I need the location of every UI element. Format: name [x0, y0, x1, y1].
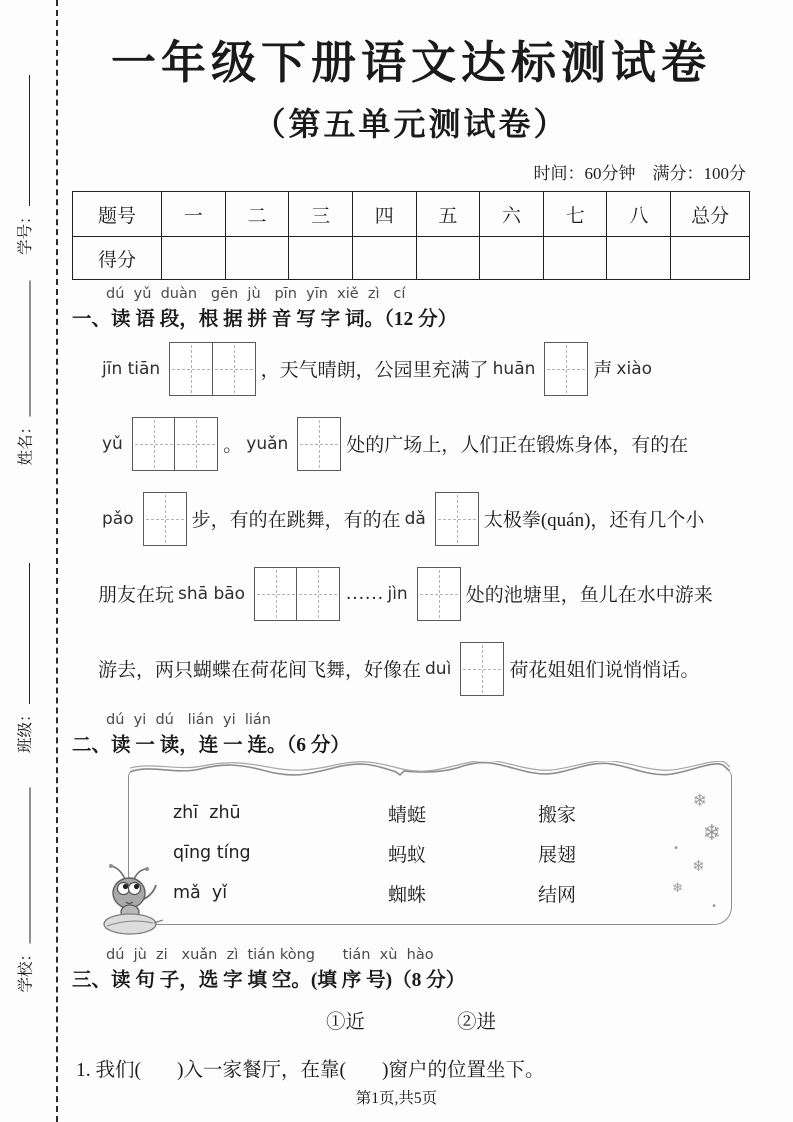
score-cell[interactable]	[289, 237, 353, 280]
pinyin-prompt: jīn tiān	[102, 358, 161, 379]
score-cell[interactable]	[480, 237, 544, 280]
match-word[interactable]: 蜘蛛	[388, 884, 427, 906]
class-label: 班级：	[17, 706, 34, 753]
school-field	[14, 788, 38, 993]
writing-box-1cell[interactable]	[143, 492, 187, 546]
passage-text: 处的池塘里，鱼儿在水中游来	[465, 585, 713, 606]
option-2: ②进	[457, 1012, 497, 1033]
score-col-5: 五	[416, 192, 480, 237]
passage-text: 荷花姐姐们说悄悄话。	[509, 660, 700, 681]
score-table	[72, 191, 750, 280]
passage-text: 声	[593, 360, 613, 381]
passage-text: 游去，两只蝴蝶在荷花间飞舞，好像在	[98, 660, 422, 681]
writing-cell	[174, 417, 218, 471]
paper-title: 一年级下册语文达标测试卷	[110, 38, 711, 88]
question-text: )入一家餐厅，在靠(	[177, 1060, 346, 1081]
class-field	[13, 563, 37, 753]
score-col-6: 六	[480, 192, 544, 237]
writing-box-2cell[interactable]	[132, 417, 218, 471]
match-pinyin[interactable]: qīng tíng	[173, 843, 251, 863]
pinyin-prompt: huān	[492, 358, 536, 379]
score-cell[interactable]	[416, 237, 480, 280]
passage-line-1	[98, 331, 750, 406]
score-table-corner: 题号	[73, 192, 162, 237]
writing-cell	[296, 567, 340, 621]
section1-passage	[72, 331, 750, 706]
match-word[interactable]: 蚂蚁	[388, 844, 427, 866]
school-label: 学校：	[17, 945, 35, 993]
writing-cell	[460, 642, 504, 696]
passage-text: 太极拳(quán)，还有几个小	[483, 510, 705, 531]
student-name-label: 姓名：	[17, 418, 35, 466]
score-cell[interactable]	[352, 237, 416, 280]
section1-pinyin: dú yǔ duàn gēn jù pīn yīn xiě zì cí	[106, 286, 406, 302]
student-number-fill-line[interactable]	[13, 75, 30, 206]
writing-cell	[254, 567, 298, 621]
score-col-1: 一	[162, 192, 226, 237]
writing-box-1cell[interactable]	[544, 342, 588, 396]
section3-pinyin: dú jù zi xuǎn zì tián kòng tián xù hào	[106, 947, 434, 963]
score-col-2: 二	[225, 192, 289, 237]
option-1: ①近	[325, 1012, 365, 1033]
pinyin-prompt: xiào	[616, 358, 653, 379]
score-cell[interactable]	[543, 237, 607, 280]
school-fill-line[interactable]	[14, 788, 31, 944]
section2-heading: 二、读 一 读，连 一 连。（6 分）	[72, 735, 350, 756]
score-col-4: 四	[352, 192, 416, 237]
passage-text: ，天气晴朗，公园里充满了	[260, 360, 489, 381]
writing-box-2cell[interactable]	[169, 342, 255, 396]
match-action[interactable]: 结网	[538, 884, 577, 906]
question-1	[72, 1054, 750, 1082]
score-table-score-row	[73, 237, 750, 280]
pinyin-prompt: pǎo	[102, 508, 134, 529]
score-cell[interactable]	[225, 237, 289, 280]
pinyin-prompt: yǔ	[102, 433, 123, 454]
writing-cell	[132, 417, 176, 471]
match-pinyin[interactable]: zhī zhū	[173, 803, 241, 823]
student-name-fill-line[interactable]	[14, 281, 31, 417]
score-col-7: 七	[543, 192, 607, 237]
question-text: )窗户的位置坐下。	[382, 1060, 545, 1081]
ant-cartoon-icon	[99, 862, 165, 938]
passage-text: 朋友在玩	[98, 585, 175, 606]
score-row-label: 得分	[73, 237, 162, 280]
writing-cell	[297, 417, 341, 471]
score-col-3: 三	[289, 192, 353, 237]
writing-box-1cell[interactable]	[417, 567, 461, 621]
score-cell[interactable]	[671, 237, 750, 280]
page-number: 第1页,共5页	[355, 1090, 438, 1107]
pinyin-prompt: dǎ	[404, 508, 426, 529]
pinyin-prompt: yuǎn	[246, 433, 289, 454]
pinyin-prompt: duì	[425, 658, 452, 679]
paper-subtitle: （第五单元测试卷）	[253, 106, 569, 142]
writing-cell	[143, 492, 187, 546]
student-number-field	[13, 75, 37, 255]
score-cell[interactable]	[607, 237, 671, 280]
score-col-total: 总分	[671, 192, 750, 237]
class-fill-line[interactable]	[13, 563, 30, 704]
binding-dashed-line	[56, 0, 58, 1122]
match-action[interactable]: 搬家	[538, 804, 577, 826]
passage-line-5	[98, 631, 750, 706]
writing-box-1cell[interactable]	[460, 642, 504, 696]
passage-text: 处的广场上，人们正在锻炼身体，有的在	[346, 435, 689, 456]
match-pinyin[interactable]: mǎ yǐ	[173, 883, 228, 903]
writing-cell	[169, 342, 213, 396]
writing-cell	[212, 342, 256, 396]
writing-cell	[417, 567, 461, 621]
pinyin-prompt: jìn	[387, 583, 408, 604]
snowflake-icon: ❄	[692, 791, 707, 811]
writing-cell	[544, 342, 588, 396]
snowflake-icon: ❄	[672, 881, 683, 896]
writing-box-1cell[interactable]	[435, 492, 479, 546]
section1-heading: 一、读 语 段，根 据 拼 音 写 字 词。（12 分）	[72, 309, 458, 330]
passage-line-3	[98, 481, 750, 556]
matching-exercise-box	[128, 769, 732, 925]
choice-options	[72, 1006, 750, 1034]
hand-drawn-wavy-border	[128, 761, 732, 777]
pinyin-prompt: shā bāo	[178, 583, 246, 604]
question-text: 1. 我们(	[76, 1060, 141, 1081]
dot-decoration-icon: •	[673, 843, 679, 854]
score-cell[interactable]	[162, 237, 226, 280]
passage-line-2	[98, 406, 750, 481]
writing-cell	[435, 492, 479, 546]
writing-box-1cell[interactable]	[297, 417, 341, 471]
student-number-label: 学号：	[17, 208, 34, 255]
passage-line-4	[98, 556, 750, 631]
matching-grid	[173, 793, 675, 913]
score-table-header-row	[73, 192, 750, 237]
dot-decoration-icon: •	[711, 901, 717, 912]
match-word[interactable]: 蜻蜓	[388, 804, 427, 826]
section3-heading: 三、读 句 子，选 字 填 空。(填 序 号)（8 分）	[72, 970, 466, 991]
snowflake-icon: ❄	[702, 821, 721, 846]
student-name-field	[14, 281, 38, 466]
time-score-info: 时间：60分钟 满分：100分	[533, 164, 746, 183]
test-paper	[72, 0, 750, 1082]
match-action[interactable]: 展翅	[538, 844, 577, 866]
passage-text: 。	[223, 435, 243, 456]
section2-pinyin: dú yi dú lián yi lián	[106, 712, 271, 728]
passage-text: 步，有的在跳舞，有的在	[191, 510, 401, 531]
snowflake-icon: ❄	[692, 857, 705, 875]
writing-box-2cell[interactable]	[254, 567, 340, 621]
score-col-8: 八	[607, 192, 671, 237]
passage-text: ……	[345, 582, 384, 604]
